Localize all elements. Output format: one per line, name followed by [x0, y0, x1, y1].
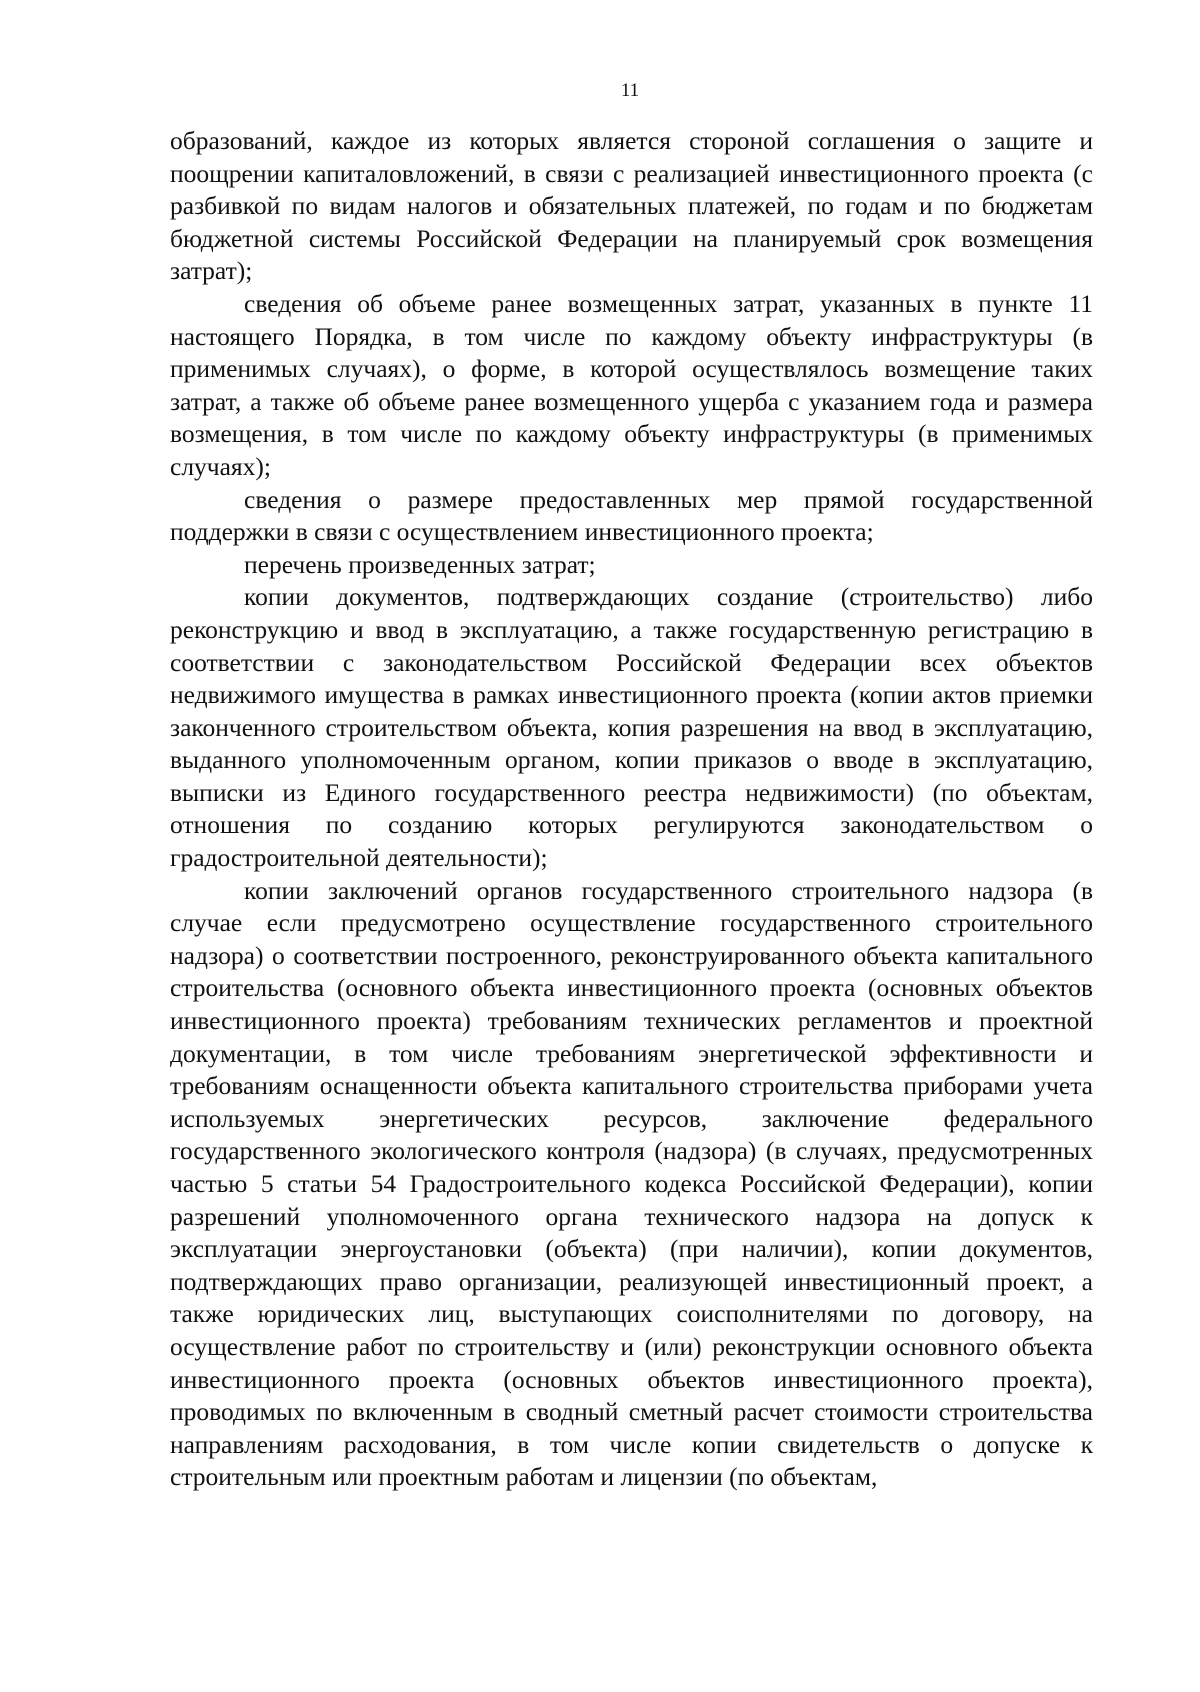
paragraph-continued: образований, каждое из которых является стороной соглашения о защите и поощрении капиталовложений, в связи с реализацией инвестиционного проекта (с разбивкой по видам налогов и обязательных платежей, по годам и по бюджетам бюджетной системы Российской Федерации на планируемый срок возмещения затрат); — [170, 126, 1093, 286]
paragraph: сведения об объеме ранее возмещенных затрат, указанных в пункте 11 настоящего Порядка, в том числе по каждому объекту инфраструктуры (в применимых случаях), о форме, в которой осуществлялось возмещение таких затрат, а также об объеме ранее возмещенного ущерба с указанием года и размера возмещения, в том числе по каждому объекту инфраструктуры (в применимых случаях); — [170, 288, 1093, 481]
paragraph: копии заключений органов государственного строительного надзора (в случае если предусмотрено осуществление государственного строительного надзора) о соответствии построенного, реконструированного объекта капитального строительства (основного объекта инвестиционного проекта (основных объектов инвестиционного проекта) требованиям технических регламентов и проектной документации, в том числе требованиям энергетической эффективности и требованиям оснащенности объекта капитального строительства приборами учета используемых энергетических ресурсов, заключение федерального государственного экологического контроля (надзора) (в случаях, предусмотренных частью 5 статьи 54 Градостроительного кодекса Российской Федерации), копии разрешений уполномоченного органа технического надзора на допуск к эксплуатации энергоустановки (объекта) (при наличии), копии документов, подтверждающих право организации, реализующей инвестиционный проект, а также юридических лиц, выступающих соисполнителями по договору, на осуществление работ по строительству и (или) реконструкции основного объекта инвестиционного проекта (основных объектов инвестиционного проекта), проводимых по включенным в сводный сметный расчет стоимости строительства направлениям расходования, в том числе копии свидетельств о допуске к строительным или проектным работам и лицензии (по объектам, — [170, 875, 1093, 1492]
document-body — [170, 125, 1093, 1494]
paragraph: копии документов, подтверждающих создание (строительство) либо реконструкцию и ввод в эксплуатацию, а также государственную регистрацию в соответствии с законодательством Российской Федерации всех объектов недвижимого имущества в рамках инвестиционного проекта (копии актов приемки законченного строительством объекта, копия разрешения на ввод в эксплуатацию, выданного уполномоченным органом, копии приказов о вводе в эксплуатацию, выписки из Единого государственного реестра недвижимости) (по объектам, отношения по созданию которых регулируются законодательством о градостроительной деятельности); — [170, 582, 1093, 873]
paragraph: сведения о размере предоставленных мер прямой государственной поддержки в связи с осуществлением инвестиционного проекта; — [170, 484, 1093, 547]
paragraph: перечень произведенных затрат; — [244, 549, 596, 579]
page-number: 11 — [620, 80, 640, 101]
